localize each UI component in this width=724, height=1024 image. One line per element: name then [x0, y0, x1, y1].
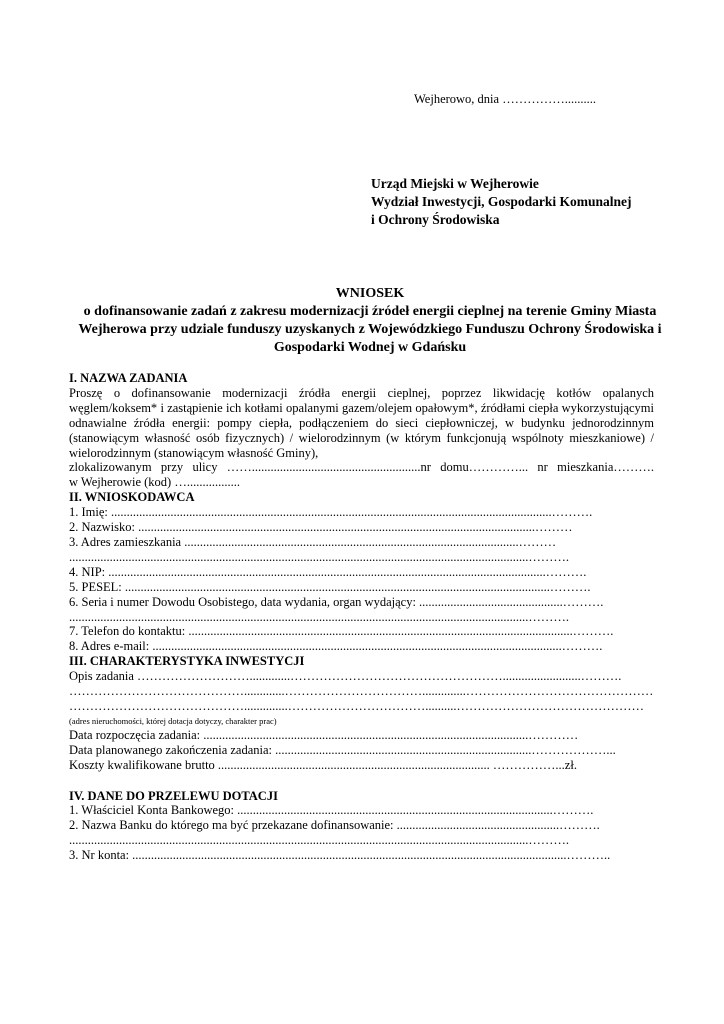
- spacer: [69, 773, 654, 789]
- field-note: (adres nieruchomości, której dotacja dotyczy, charakter prac): [69, 715, 277, 726]
- form-field: Data rozpoczęcia zadania: ........................................................................................................…………: [69, 727, 579, 742]
- section-heading: I. NAZWA ZADANIA: [69, 371, 188, 385]
- form-field: 3. Adres zamieszkania ...........................................................................................................………: [69, 534, 557, 549]
- form-field: 1. Imię: .............................................................................................................................................……….: [69, 505, 593, 520]
- document-title: [60, 285, 680, 357]
- form-field: …………………………………….............……………………………..............………………………………………: [69, 684, 654, 699]
- form-field: 8. Adres e-mail: ...................................................................................................................................……….: [69, 639, 603, 654]
- section-heading: III. CHARAKTERYSTYKA INWESTYCJI: [69, 654, 305, 669]
- form-field: ……………………………………..............……………………………..........………………………………………: [69, 698, 644, 713]
- form-field: 7. Telefon do kontaktu: ...........................................................................................................................……….: [69, 624, 614, 639]
- form-body: [69, 371, 654, 863]
- postal-code-line: w Wejherowie (kod) ….................: [69, 475, 240, 490]
- recipient-line: i Ochrony Środowiska: [371, 212, 500, 227]
- title-heading: WNIOSEK: [335, 286, 405, 301]
- form-field: 2. Nazwisko: ...............................................................................................................................………: [69, 520, 573, 535]
- title-subtitle: o dofinansowanie zadań z zakresu modernizacji źródeł energii cieplnej na terenie Gminy Miasta Wejherowa przy udziale funduszy uzyskanych z Wojewódzkiego Funduszu Ochrony Środowiska i Gospodarki Wodnej w Gdańsku: [78, 304, 662, 355]
- form-field: Opis zadania ……………………….............…………………………………………….........................……….: [69, 669, 622, 684]
- form-field: ...................................................................................................................................................……….: [69, 609, 569, 624]
- recipient-line: Urząd Miejski w Wejherowie: [371, 176, 539, 191]
- form-field: 5. PESEL: ........................................................................................................................................……….: [69, 579, 591, 594]
- recipient-block: [371, 175, 632, 229]
- form-field: 3. Nr konta: ...........................................................................................................................................………..: [69, 848, 611, 863]
- form-field: ...................................................................................................................................................……….: [69, 833, 569, 848]
- task-description: Proszę o dofinansowanie modernizacji źródła energii cieplnej, poprzez likwidację kotłów opalanych węglem/koksem* i zastąpienie ich kotłami opalanymi gazem/olejem opałowym*, źródłami ciepła wykorzystującymi odnawialne źródła energii: pompy ciepła, podłączeniem do sieci ciepłowniczej, w budynku jednorodzinnym (stanowiącym własność osób fizycznych) / wielorodzinnym (w którym funkcjonują wspólnoty mieszkaniowe) / wielorodzinnym (stanowiącym własność Gminy),: [69, 385, 654, 460]
- recipient-line: Wydział Inwestycji, Gospodarki Komunalnej: [371, 194, 632, 209]
- address-line: zlokalizowanym przy ulicy ……......................................................nr domu…………... nr mieszkania……….: [69, 460, 654, 475]
- section-heading: IV. DANE DO PRZELEWU DOTACJI: [69, 788, 278, 803]
- form-field: 1. Właściciel Konta Bankowego: .....................................................................................................……….: [69, 803, 594, 818]
- date-line: Wejherowo, dnia ……………..........: [414, 92, 596, 106]
- section-heading: II. WNIOSKODAWCA: [69, 490, 195, 505]
- form-field: 6. Seria i numer Dowodu Osobistego, data wydania, organ wydający: ..............................................……….: [69, 594, 604, 609]
- form-field: 2. Nazwa Banku do którego ma być przekazane dofinansowanie: ....................................................……….: [69, 818, 600, 833]
- form-field: Data planowanego zakończenia zadania: ..................................................................................………………...: [69, 742, 616, 757]
- form-field: ...................................................................................................................................................……….: [69, 549, 569, 564]
- form-field: 4. NIP: ............................................................................................................................................……….: [69, 564, 587, 579]
- form-field: Koszty kwalifikowane brutto ....................................................................................... ……………...zł.: [69, 757, 577, 772]
